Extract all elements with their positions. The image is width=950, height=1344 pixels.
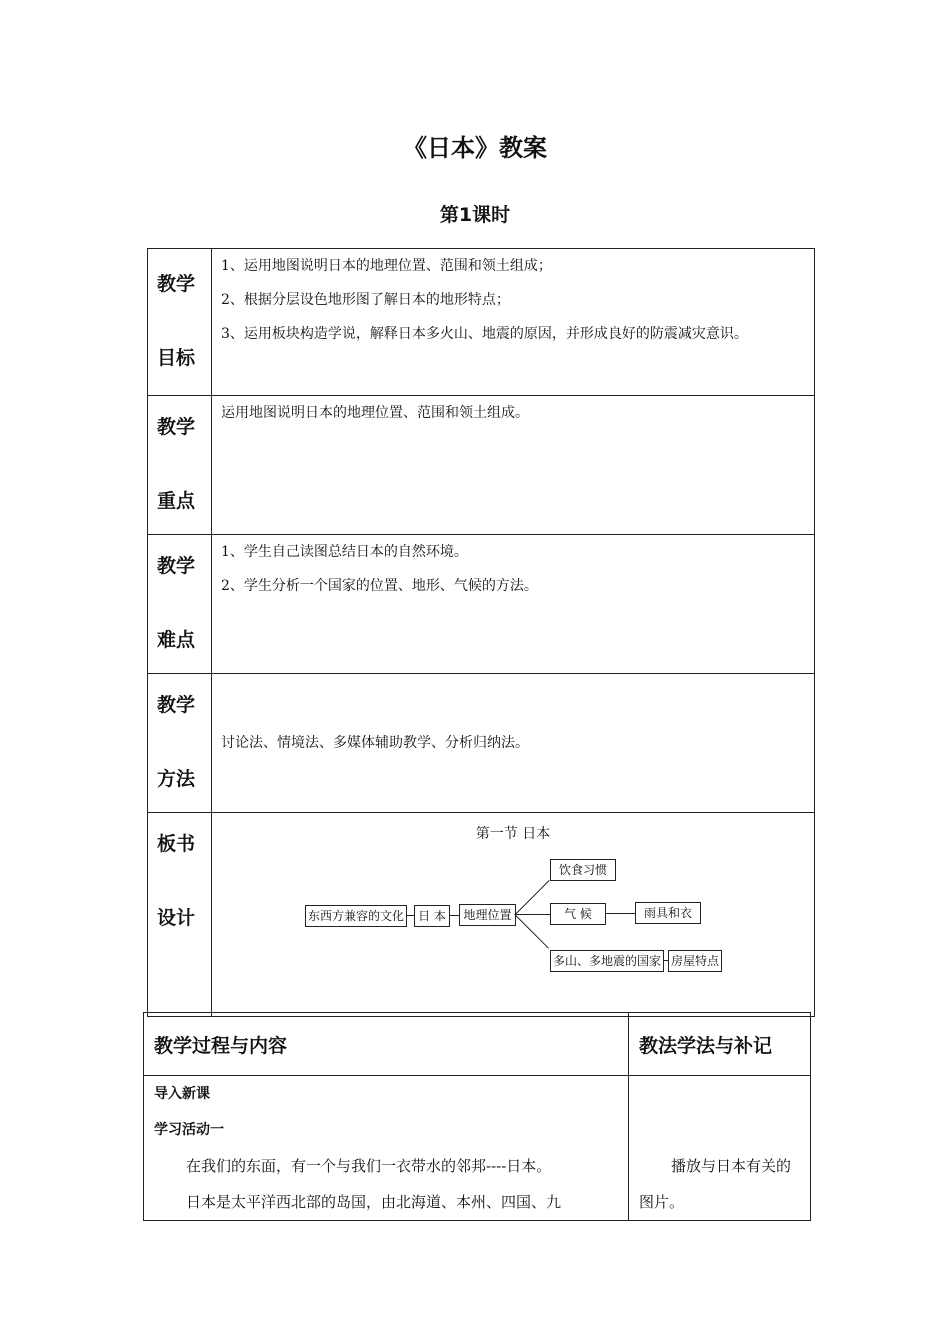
methods-label-bottom: 方法: [157, 768, 196, 790]
culture-box: 东西方兼容的文化: [305, 905, 407, 927]
objective-line: 3、运用板块构造学说，解释日本多火山、地震的原因，并形成良好的防震减灾意识。: [221, 326, 748, 342]
document-title: 《日本》教案: [403, 134, 547, 162]
connector-line: [406, 915, 414, 916]
connector-line: [515, 880, 550, 915]
objective-line: 1、运用地图说明日本的地理位置、范围和领土组成；: [221, 258, 552, 274]
methods-label-top: 教学: [157, 694, 196, 716]
objectives-label-cell: [148, 249, 212, 396]
key-points-label-cell: [148, 396, 212, 535]
key-points-row: [148, 396, 815, 535]
difficulties-label-bottom: 难点: [157, 629, 196, 651]
process-header-row: [144, 1013, 811, 1076]
board-row: [148, 813, 815, 1017]
process-table: [143, 1012, 811, 1221]
difficulty-line: 1、学生自己读图总结日本的自然环境。: [221, 544, 468, 560]
methods-notes-header: 教法学法与补记: [629, 1013, 811, 1076]
objectives-label-top: 教学: [157, 273, 196, 295]
difficulty-line: 2、学生分析一个国家的位置、地形、气候的方法。: [221, 578, 538, 594]
japan-box: 日 本: [414, 905, 450, 927]
objectives-content: [212, 249, 815, 396]
board-label-bottom: 设计: [157, 907, 196, 929]
objectives-row: [148, 249, 815, 396]
connector-line: [605, 913, 635, 914]
objectives-label-bottom: 目标: [157, 347, 196, 369]
connector-line: [449, 915, 459, 916]
key-point-line: 运用地图说明日本的地理位置、范围和领土组成。: [221, 405, 529, 421]
process-paragraph: 日本是太平洋西北部的岛国，由北海道、本州、四国、九: [186, 1193, 562, 1211]
method-line: 讨论法、情境法、多媒体辅助教学、分析归纳法。: [221, 735, 529, 751]
key-points-content: [212, 396, 815, 535]
key-points-label-bottom: 重点: [157, 490, 196, 512]
connector-line: [514, 914, 549, 949]
methods-content: [212, 674, 815, 813]
board-diagram: [212, 813, 814, 1013]
difficulties-content: [212, 535, 815, 674]
lesson-plan-table: [147, 248, 815, 1017]
difficulties-label-top: 教学: [157, 555, 196, 577]
connector-line: [515, 914, 550, 915]
mountain-earthquake-box: 多山、多地震的国家: [550, 950, 664, 972]
key-points-label-top: 教学: [157, 416, 196, 438]
rain-clothes-box: 雨具和衣: [635, 902, 701, 924]
food-habits-box: 饮食习惯: [550, 859, 616, 881]
lesson-subtitle: 第1课时: [439, 204, 511, 226]
methods-row: [148, 674, 815, 813]
process-body-row: [144, 1076, 811, 1221]
process-paragraph: 在我们的东面，有一个与我们一衣带水的邻邦----日本。: [186, 1157, 552, 1175]
methods-label-cell: [148, 674, 212, 813]
objective-line: 2、根据分层设色地形图了解日本的地形特点；: [221, 292, 510, 308]
board-label-top: 板书: [157, 833, 196, 855]
activity-heading: 学习活动一: [154, 1122, 224, 1138]
teaching-note: 播放与日本有关的图片。: [639, 1157, 792, 1211]
process-content-header: 教学过程与内容: [144, 1013, 629, 1076]
process-content-cell: [144, 1076, 629, 1221]
difficulties-label-cell: [148, 535, 212, 674]
board-label-cell: [148, 813, 212, 1017]
section-heading: 导入新课: [154, 1086, 210, 1102]
house-features-box: 房屋特点: [668, 950, 722, 972]
location-box: 地理位置: [459, 904, 516, 926]
methods-notes-cell: [629, 1076, 811, 1221]
diagram-title: 第一节 日本: [475, 826, 551, 842]
difficulties-row: [148, 535, 815, 674]
climate-box: 气 候: [550, 903, 606, 925]
board-design-cell: [212, 813, 815, 1017]
